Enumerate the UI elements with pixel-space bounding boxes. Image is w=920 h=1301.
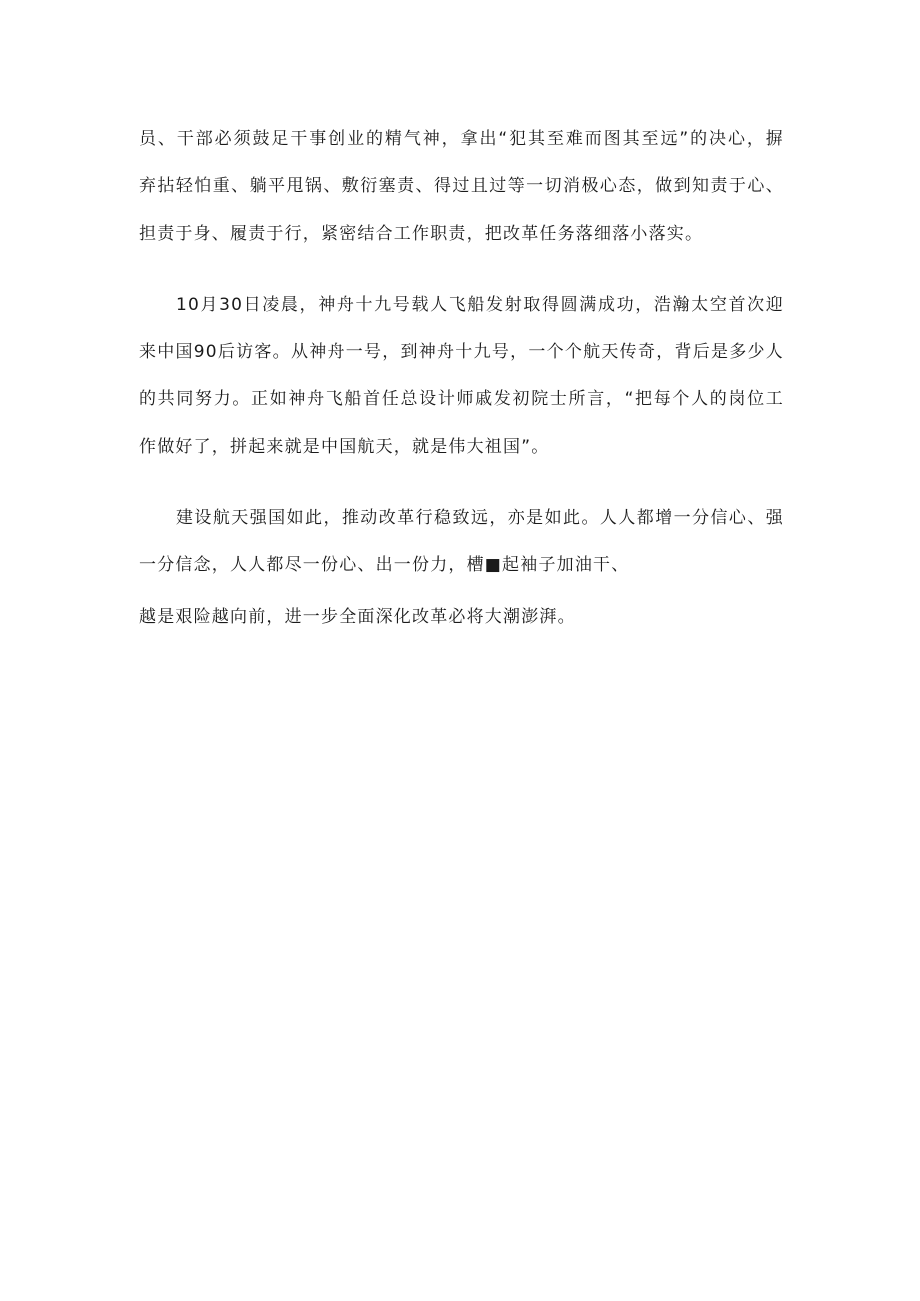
- paragraph-1-line-1: 员、干部必须鼓足干事创业的精气神，拿出“犯其至难而图其至远”的决心，摒: [139, 129, 784, 149]
- paragraph-3-line-3: 越是艰险越向前，进一步全面深化改革必将大潮澎湃。: [139, 607, 576, 627]
- paragraph-1-line-3: 担责于身、履责于行，紧密结合工作职责，把改革任务落细落小落实。: [139, 224, 704, 244]
- paragraph-3-line-1: 建设航天强国如此，推动改革行稳致远，亦是如此。人人都增一分信心、强: [176, 508, 784, 528]
- paragraph-1-line-2: 弃拈轻怕重、躺平甩锅、敷衍塞责、得过且过等一切消极心态，做到知责于心、: [139, 176, 784, 196]
- paragraph-2-line-1: 10月30日凌晨，神舟十九号载人飞船发射取得圆满成功，浩瀚太空首次迎: [176, 295, 784, 315]
- paragraph-2-line-4: 作做好了，拼起来就是中国航天，就是伟大祖国”。: [139, 437, 550, 457]
- paragraph-3-line-2: 一分信念，人人都尽一份心、出一份力，槽■起袖子加油干、: [139, 555, 630, 575]
- paragraph-2-line-3: 的共同努力。正如神舟飞船首任总设计师戚发初院士所言，“把每个人的岗位工: [139, 389, 784, 409]
- paragraph-2-line-2: 来中国90后访客。从神舟一号，到神舟十九号，一个个航天传奇，背后是多少人: [139, 342, 784, 362]
